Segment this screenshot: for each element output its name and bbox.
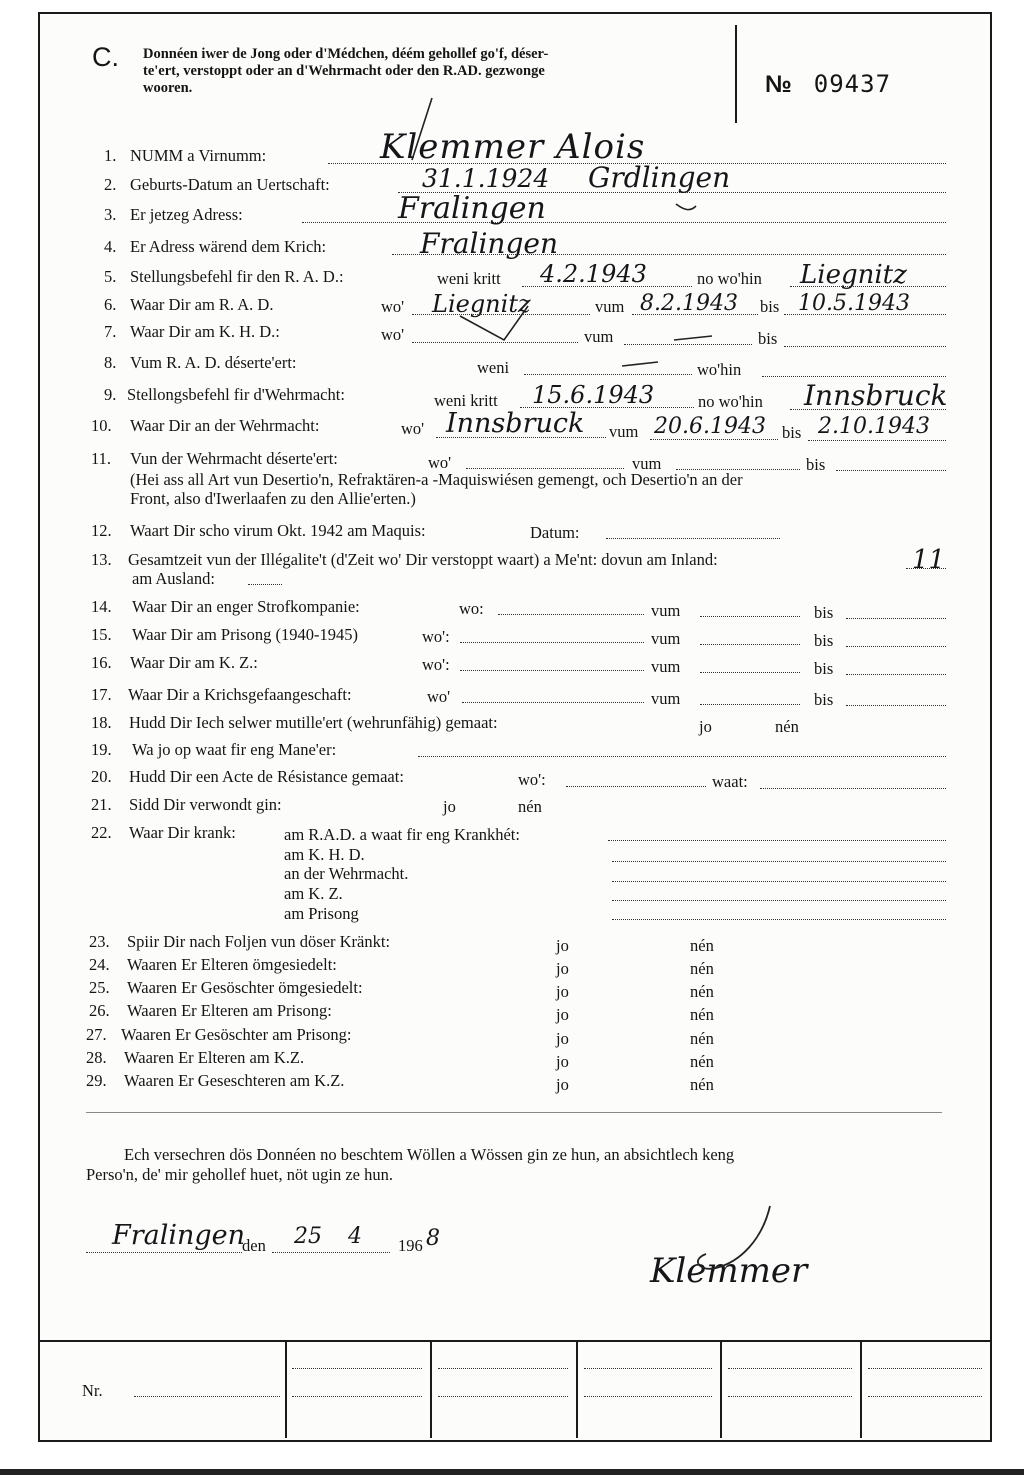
q27-yes[interactable]: jo [556, 1029, 569, 1048]
q4-label: Er Adress wärend dem Krich: [130, 237, 327, 256]
q12-date-label: Datum: [530, 523, 580, 542]
q14-label: Waar Dir an enger Strofkompanie: [132, 597, 360, 616]
q3-label: Er jetzeg Adress: [130, 205, 243, 224]
pen-stroke [698, 1206, 770, 1269]
q10-label: Waar Dir an der Wehrmacht: [130, 416, 320, 435]
q26-yes[interactable]: jo [556, 1005, 569, 1024]
q12-number: 12. [91, 521, 112, 540]
q14-number: 14. [91, 597, 112, 616]
handwritten-rad-from: 8.2.1943 [640, 291, 738, 316]
q24-no[interactable]: nén [690, 959, 714, 978]
q15-to-label: bis [814, 631, 834, 650]
q22-sub-kz: am K. Z. [284, 884, 343, 903]
date-den-label: den [242, 1236, 266, 1255]
handwritten-name: Klemmer Alois [380, 127, 646, 167]
section-letter: C. [92, 42, 119, 72]
q7-from-label: vum [584, 327, 614, 346]
q13-abroad-label: am Ausland: [132, 569, 215, 588]
q8-when-label: weni [477, 358, 510, 377]
q10-number: 10. [91, 416, 112, 435]
q18-label: Hudd Dir Iech selwer mutille'ert (wehrunfähig) gemaat: [129, 713, 498, 732]
q17-number: 17. [91, 685, 112, 704]
q13-number: 13. [91, 550, 112, 569]
q11-number: 11. [91, 449, 112, 468]
scan-edge-bar [0, 1469, 1024, 1475]
handwritten-wm-to: 2.10.1943 [818, 414, 930, 439]
q21-number: 21. [91, 795, 112, 814]
q21-label: Sidd Dir verwondt gin: [129, 795, 282, 814]
q22-sub-wehrmacht: an der Wehrmacht. [284, 864, 409, 883]
q18-number: 18. [91, 713, 112, 732]
handwritten-rad-order-date: 4.2.1943 [540, 260, 647, 288]
q25-number: 25. [89, 978, 110, 997]
q5-label: Stellungsbefehl fir den R. A. D.: [130, 267, 344, 286]
handwritten-rad-to: 10.5.1943 [798, 291, 910, 316]
pen-stroke [674, 336, 712, 340]
date-year-label: 196 [398, 1236, 423, 1255]
handwritten-address: Fralingen [398, 191, 546, 226]
q15-where-label: wo': [422, 627, 450, 646]
q23-no[interactable]: nén [690, 936, 714, 955]
q5-when-label: weni kritt [437, 269, 501, 288]
q20-where-label: wo': [518, 770, 546, 789]
q8-number: 8. [104, 353, 117, 372]
q29-label: Waaren Er Geseschteren am K.Z. [124, 1071, 345, 1090]
q15-from-label: vum [651, 629, 681, 648]
heading-line: te'ert, verstoppt oder an d'Wehrmacht oder den R.AD. gezwonge [143, 63, 545, 79]
q10-from-label: vum [609, 422, 639, 441]
q22-number: 22. [91, 823, 112, 842]
q26-number: 26. [89, 1001, 110, 1020]
heading-line: wooren. [143, 80, 193, 96]
q8-where-label: wo'hin [697, 360, 742, 379]
q22-label: Waar Dir krank: [129, 823, 236, 842]
q1-number: 1. [104, 146, 117, 165]
q9-when-label: weni kritt [434, 391, 498, 410]
pen-stroke [676, 204, 696, 210]
handwritten-year-digit: 8 [426, 1226, 440, 1251]
q24-yes[interactable]: jo [556, 959, 569, 978]
q20-what-label: waat: [712, 772, 748, 791]
q9-where-label: no wo'hin [698, 392, 763, 411]
handwritten-signature: Klemmer [650, 1251, 808, 1291]
handwritten-war-address: Fralingen [420, 227, 558, 260]
serial-number: 09437 [813, 70, 892, 98]
handwritten-rad-place: Liegnitz [432, 290, 531, 318]
q2-label: Geburts-Datum an Uertschaft: [130, 175, 330, 194]
handwritten-wm-from: 20.6.1943 [654, 414, 766, 439]
q23-label: Spiir Dir nach Foljen vun döser Kränkt: [127, 932, 391, 951]
q6-from-label: vum [595, 297, 625, 316]
q10-where-label: wo' [401, 419, 425, 438]
handwritten-sign-place: Fralingen [112, 1220, 246, 1251]
q23-number: 23. [89, 932, 110, 951]
q6-label: Waar Dir am R. A. D. [130, 295, 274, 314]
q7-where-label: wo' [381, 325, 405, 344]
q7-to-label: bis [758, 329, 778, 348]
q5-where-label: no wo'hin [697, 269, 762, 288]
q15-label: Waar Dir am Prisong (1940-1945) [132, 625, 358, 644]
handwritten-wm-order-date: 15.6.1943 [532, 381, 655, 409]
q16-label: Waar Dir am K. Z.: [130, 653, 258, 672]
handwritten-sign-day: 25 [294, 1224, 322, 1249]
q20-number: 20. [91, 767, 112, 786]
q6-to-label: bis [760, 297, 780, 316]
q9-number: 9. [104, 385, 117, 404]
pen-stroke [622, 362, 658, 366]
handwritten-wm-place: Innsbruck [446, 408, 585, 439]
q16-to-label: bis [814, 659, 834, 678]
q28-yes[interactable]: jo [556, 1052, 569, 1071]
q8-label: Vum R. A. D. déserte'ert: [130, 353, 297, 372]
q27-number: 27. [86, 1025, 107, 1044]
q28-no[interactable]: nén [690, 1052, 714, 1071]
q29-no[interactable]: nén [690, 1075, 714, 1094]
q5-number: 5. [104, 267, 117, 286]
q25-yes[interactable]: jo [556, 982, 569, 1001]
q19-label: Wa jo op waat fir eng Mane'er: [132, 740, 337, 759]
q11-from-label: vum [632, 454, 662, 473]
q23-yes[interactable]: jo [556, 936, 569, 955]
q22-sub-prisong: am Prisong [284, 904, 359, 923]
q6-where-label: wo' [381, 297, 405, 316]
numero-sign: № [765, 71, 792, 98]
q26-label: Waaren Er Elteren am Prisong: [127, 1001, 332, 1020]
q18-yes[interactable]: jo [699, 717, 712, 736]
q11-where-label: wo' [428, 453, 452, 472]
handwritten-wm-destination: Innsbruck [804, 379, 948, 412]
q9-label: Stellongsbefehl fir d'Wehrmacht: [127, 385, 345, 404]
pen-stroke [460, 306, 528, 340]
q16-number: 16. [91, 653, 112, 672]
q2-number: 2. [104, 175, 117, 194]
q19-number: 19. [91, 740, 112, 759]
handwritten-sign-month: 4 [348, 1224, 362, 1249]
heading-line: Donnéen iwer de Jong oder d'Médchen, déém gehollef go'f, déser- [143, 46, 549, 62]
handwritten-inland-months: 11 [912, 545, 946, 575]
q20-label: Hudd Dir een Acte de Résistance gemaat: [129, 767, 404, 786]
q24-label: Waaren Er Elteren ömgesiedelt: [127, 955, 337, 974]
q27-no[interactable]: nén [690, 1029, 714, 1048]
q11-to-label: bis [806, 455, 826, 474]
handwritten-rad-destination: Liegnitz [800, 260, 907, 290]
q1-label: NUMM a Virnumm: [130, 146, 267, 165]
q16-from-label: vum [651, 657, 681, 676]
q29-number: 29. [86, 1071, 107, 1090]
q12-label: Waart Dir scho virum Okt. 1942 am Maquis: [130, 521, 426, 540]
q22-sub-khd: am K. H. D. [284, 845, 365, 864]
declaration-line2: Perso'n, de' mir gehollef huet, nöt ugin ze hun. [86, 1165, 394, 1184]
q27-label: Waaren Er Gesöschter am Prisong: [121, 1025, 352, 1044]
q26-no[interactable]: nén [690, 1005, 714, 1024]
footer-nr-label: Nr. [82, 1381, 103, 1400]
q25-no[interactable]: nén [690, 982, 714, 1001]
q17-label: Waar Dir a Krichsgefaangeschaft: [128, 685, 352, 704]
q29-yes[interactable]: jo [556, 1075, 569, 1094]
q18-no[interactable]: nén [775, 717, 799, 736]
q21-no[interactable]: nén [518, 797, 542, 816]
q17-from-label: vum [651, 689, 681, 708]
q17-where-label: wo' [427, 687, 451, 706]
q15-number: 15. [91, 625, 112, 644]
pen-stroke [412, 98, 432, 160]
q7-number: 7. [104, 322, 117, 341]
q4-number: 4. [104, 237, 117, 256]
q11-label: Vun der Wehrmacht déserte'ert: [130, 449, 338, 468]
q28-label: Waaren Er Elteren am K.Z. [124, 1048, 305, 1067]
q25-label: Waaren Er Gesöschter ömgesiedelt: [127, 978, 363, 997]
q7-label: Waar Dir am K. H. D.: [130, 322, 280, 341]
declaration-line1: Ech versechren dös Donnéen no beschtem Wöllen a Wössen gin ze hun, an absichtlech keng [124, 1145, 735, 1164]
handwritten-birth-date: 31.1.1924 [422, 164, 550, 193]
q10-to-label: bis [782, 423, 802, 442]
q3-number: 3. [104, 205, 117, 224]
q11-note-line2: Front, also d'Iwerlaafen zu den Allie'erten.) [130, 489, 416, 508]
q14-where-label: wo: [459, 599, 484, 618]
q16-where-label: wo': [422, 655, 450, 674]
q17-to-label: bis [814, 690, 834, 709]
q13-label: Gesamtzeit vun der Illégalite't (d'Zeit wo' Dir verstoppt waart) a Me'nt: dovun am Inland: [128, 550, 718, 569]
q21-yes[interactable]: jo [443, 797, 456, 816]
q22-sub-rad: am R.A.D. a waat fir eng Krankhét: [284, 825, 520, 844]
q28-number: 28. [86, 1048, 107, 1067]
q14-to-label: bis [814, 603, 834, 622]
handwritten-birth-place: Grdlingen [588, 161, 731, 194]
q14-from-label: vum [651, 601, 681, 620]
q24-number: 24. [89, 955, 110, 974]
q6-number: 6. [104, 295, 117, 314]
q11-note-line1: (Hei ass all Art vun Desertio'n, Refraktären-a -Maquiswiésen gemengt, och Desertio'n an der [130, 470, 743, 489]
